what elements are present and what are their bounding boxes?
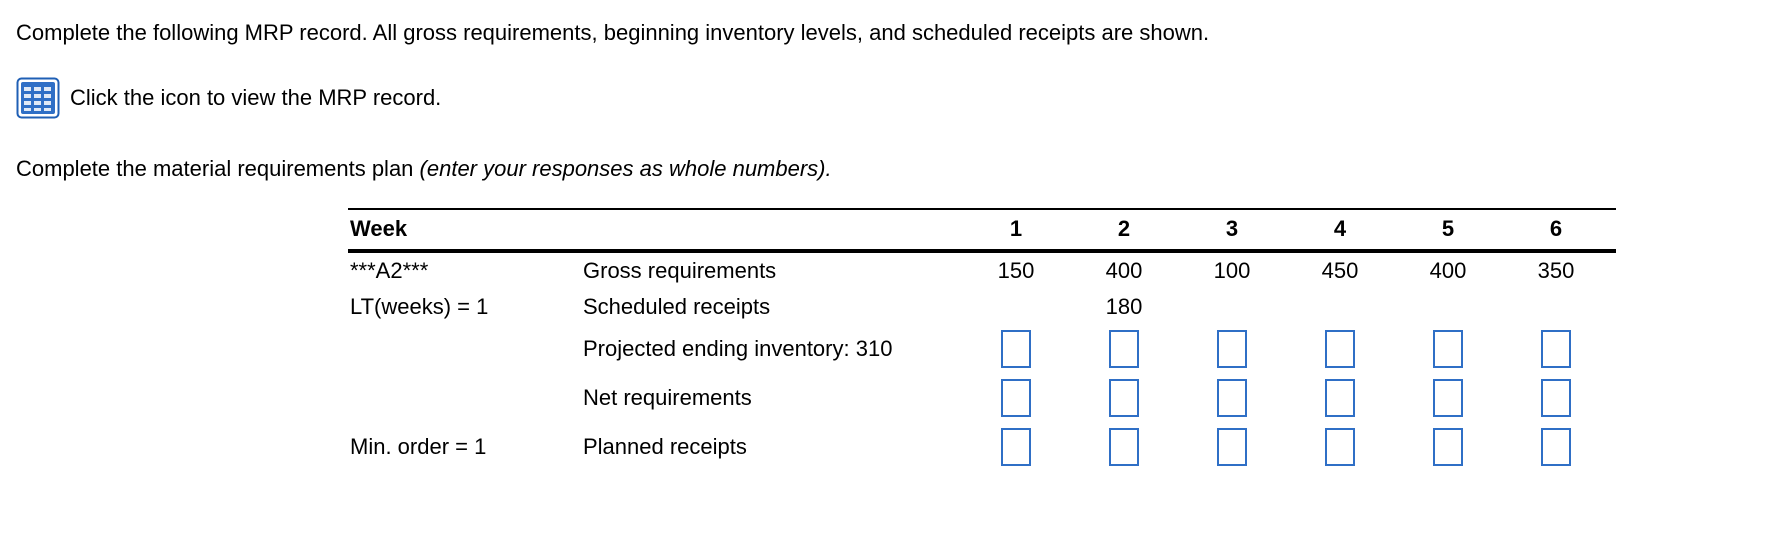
net-requirements-label: Net requirements [583, 385, 752, 410]
gross-req-week-4: 450 [1321, 258, 1359, 283]
net-requirements-input-week-3[interactable] [1217, 379, 1247, 417]
planned-receipts-input-week-6[interactable] [1541, 428, 1571, 466]
week-1-header: 1 [1009, 216, 1023, 241]
view-record-row [16, 78, 441, 118]
table-icon[interactable] [16, 77, 60, 119]
projected-inventory-input-week-4[interactable] [1325, 330, 1355, 368]
scheduled-receipts-label: Scheduled receipts [583, 294, 771, 319]
gross-req-week-1: 150 [997, 258, 1035, 283]
week-header: Week [350, 216, 408, 241]
gross-req-week-3: 100 [1213, 258, 1251, 283]
week-5-header: 5 [1441, 216, 1455, 241]
week-6-header: 6 [1549, 216, 1563, 241]
net-requirements-input-week-5[interactable] [1433, 379, 1463, 417]
planned-receipts-input-week-1[interactable] [1001, 428, 1031, 466]
projected-inventory-input-week-1[interactable] [1001, 330, 1031, 368]
week-2-header: 2 [1117, 216, 1131, 241]
planned-receipts-label: Planned receipts [583, 434, 747, 459]
table-top-rule [348, 208, 1616, 210]
item-name: ***A2*** [350, 258, 429, 283]
gross-req-week-6: 350 [1537, 258, 1575, 283]
gross-req-week-5: 400 [1429, 258, 1467, 283]
week-4-header: 4 [1333, 216, 1347, 241]
projected-inventory-input-week-6[interactable] [1541, 330, 1571, 368]
gross-requirements-label: Gross requirements [583, 258, 777, 283]
table-header-rule [348, 249, 1616, 253]
net-requirements-input-week-4[interactable] [1325, 379, 1355, 417]
plan-instructions [16, 155, 832, 183]
net-requirements-input-week-2[interactable] [1109, 379, 1139, 417]
plan-instructions-italic: (enter your responses as whole numbers). [419, 156, 832, 181]
sched-receipts-week-2: 180 [1105, 294, 1143, 319]
view-record-text: Click the icon to view the MRP record. [70, 85, 442, 110]
projected-inventory-input-week-2[interactable] [1109, 330, 1139, 368]
net-requirements-input-week-6[interactable] [1541, 379, 1571, 417]
planned-receipts-input-week-5[interactable] [1433, 428, 1463, 466]
gross-req-week-2: 400 [1105, 258, 1143, 283]
lead-time: LT(weeks) = 1 [350, 294, 489, 319]
planned-receipts-input-week-3[interactable] [1217, 428, 1247, 466]
projected-inventory-label: Projected ending inventory: 310 [583, 336, 893, 361]
plan-instructions-main: Complete the material requirements plan [16, 156, 420, 181]
planned-receipts-input-week-4[interactable] [1325, 428, 1355, 466]
week-3-header: 3 [1225, 216, 1239, 241]
projected-inventory-input-week-3[interactable] [1217, 330, 1247, 368]
min-order: Min. order = 1 [350, 434, 487, 459]
instructions-text: Complete the following MRP record. All gross requirements, beginning inventory levels, and scheduled receipts are shown. [16, 20, 1210, 45]
planned-receipts-input-week-2[interactable] [1109, 428, 1139, 466]
projected-inventory-input-week-5[interactable] [1433, 330, 1463, 368]
net-requirements-input-week-1[interactable] [1001, 379, 1031, 417]
